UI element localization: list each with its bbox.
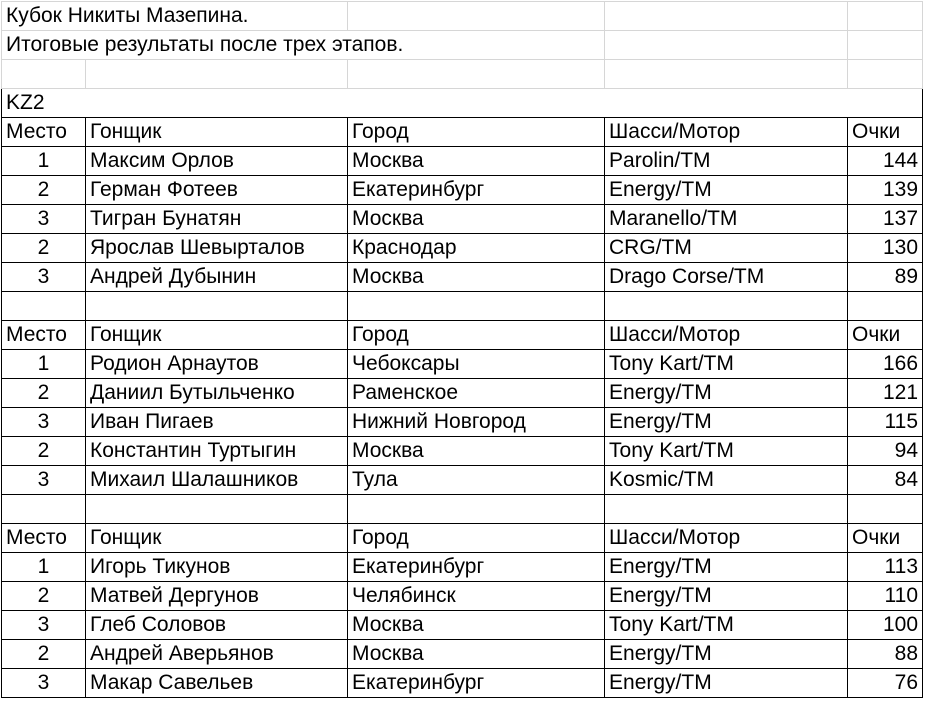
empty-cell[interactable] (605, 31, 848, 60)
city-cell[interactable]: Москва (348, 147, 605, 176)
empty-cell[interactable] (348, 292, 605, 321)
empty-cell[interactable] (348, 495, 605, 524)
place-cell[interactable]: 3 (2, 408, 86, 437)
class-name-cell[interactable]: KZ2 (2, 89, 923, 118)
points-cell[interactable]: 84 (848, 466, 923, 495)
blank-row (2, 60, 923, 89)
table-row (2, 379, 923, 408)
empty-cell[interactable] (348, 2, 605, 31)
chassis-cell[interactable]: Energy/TM (605, 176, 848, 205)
city-cell[interactable]: Москва (348, 205, 605, 234)
table-row (2, 669, 923, 698)
place-cell[interactable]: 3 (2, 611, 86, 640)
points-cell[interactable]: 144 (848, 147, 923, 176)
table-row (2, 147, 923, 176)
table-row (2, 408, 923, 437)
points-cell[interactable]: 94 (848, 437, 923, 466)
header-points[interactable]: Очки (848, 321, 923, 350)
sheet-title[interactable]: Кубок Никиты Мазепина. (2, 2, 348, 31)
chassis-cell[interactable]: Drago Corse/TM (605, 263, 848, 292)
chassis-cell[interactable]: Energy/TM (605, 640, 848, 669)
place-cell[interactable]: 3 (2, 466, 86, 495)
header-chassis[interactable]: Шасси/Мотор (605, 524, 848, 553)
driver-cell[interactable]: Андрей Дубынин (86, 263, 348, 292)
sheet-subtitle[interactable]: Итоговые результаты после трех этапов. (2, 31, 605, 60)
chassis-cell[interactable]: CRG/TM (605, 234, 848, 263)
place-cell[interactable]: 2 (2, 437, 86, 466)
place-cell[interactable]: 2 (2, 640, 86, 669)
header-points[interactable]: Очки (848, 118, 923, 147)
city-cell[interactable]: Екатеринбург (348, 176, 605, 205)
driver-cell[interactable]: Родион Арнаутов (86, 350, 348, 379)
header-driver[interactable]: Гонщик (86, 118, 348, 147)
driver-cell[interactable]: Игорь Тикунов (86, 553, 348, 582)
city-cell[interactable]: Раменское (348, 379, 605, 408)
driver-cell[interactable]: Иван Пигаев (86, 408, 348, 437)
table-row (2, 205, 923, 234)
empty-cell[interactable] (2, 495, 86, 524)
header-driver[interactable]: Гонщик (86, 524, 348, 553)
header-place[interactable]: Место (2, 524, 86, 553)
table-row (2, 611, 923, 640)
points-cell[interactable]: 100 (848, 611, 923, 640)
chassis-cell[interactable]: Energy/TM (605, 408, 848, 437)
points-cell[interactable]: 76 (848, 669, 923, 698)
driver-cell[interactable]: Макар Савельев (86, 669, 348, 698)
city-cell[interactable]: Екатеринбург (348, 553, 605, 582)
header-place[interactable]: Место (2, 118, 86, 147)
chassis-cell[interactable]: Energy/TM (605, 582, 848, 611)
points-cell[interactable]: 139 (848, 176, 923, 205)
city-cell[interactable]: Краснодар (348, 234, 605, 263)
empty-cell[interactable] (848, 2, 923, 31)
driver-cell[interactable]: Даниил Бутыльченко (86, 379, 348, 408)
empty-cell[interactable] (86, 292, 348, 321)
empty-cell[interactable] (2, 292, 86, 321)
spacer-row (2, 292, 923, 321)
header-place[interactable]: Место (2, 321, 86, 350)
header-points[interactable]: Очки (848, 524, 923, 553)
points-cell[interactable]: 137 (848, 205, 923, 234)
city-cell[interactable]: Москва (348, 263, 605, 292)
city-cell[interactable]: Челябинск (348, 582, 605, 611)
chassis-cell[interactable]: Maranello/TM (605, 205, 848, 234)
header-row (2, 321, 923, 350)
table-row (2, 553, 923, 582)
empty-cell[interactable] (86, 495, 348, 524)
empty-cell[interactable] (848, 495, 923, 524)
table-row (2, 263, 923, 292)
empty-cell[interactable] (848, 31, 923, 60)
driver-cell[interactable]: Максим Орлов (86, 147, 348, 176)
place-cell[interactable]: 2 (2, 176, 86, 205)
points-cell[interactable]: 113 (848, 553, 923, 582)
driver-cell[interactable]: Андрей Аверьянов (86, 640, 348, 669)
empty-cell[interactable] (605, 60, 848, 89)
table-row (2, 234, 923, 263)
points-cell[interactable]: 166 (848, 350, 923, 379)
city-cell[interactable]: Екатеринбург (348, 669, 605, 698)
empty-cell[interactable] (848, 60, 923, 89)
city-cell[interactable]: Москва (348, 437, 605, 466)
place-cell[interactable]: 3 (2, 669, 86, 698)
table-row (2, 176, 923, 205)
chassis-cell[interactable]: Kosmic/TM (605, 466, 848, 495)
empty-cell[interactable] (848, 292, 923, 321)
city-cell[interactable]: Нижний Новгород (348, 408, 605, 437)
empty-cell[interactable] (348, 60, 605, 89)
header-row (2, 524, 923, 553)
points-cell[interactable]: 88 (848, 640, 923, 669)
points-cell[interactable]: 115 (848, 408, 923, 437)
header-driver[interactable]: Гонщик (86, 321, 348, 350)
table-row (2, 466, 923, 495)
results-spreadsheet (1, 1, 923, 698)
class-row (2, 89, 923, 118)
driver-cell[interactable]: Ярослав Шевырталов (86, 234, 348, 263)
driver-cell[interactable]: Михаил Шалашников (86, 466, 348, 495)
place-cell[interactable]: 2 (2, 234, 86, 263)
chassis-cell[interactable]: Energy/TM (605, 669, 848, 698)
city-cell[interactable]: Чебоксары (348, 350, 605, 379)
header-chassis[interactable]: Шасси/Мотор (605, 321, 848, 350)
subtitle-row (2, 31, 923, 60)
sheet-body (2, 2, 923, 698)
empty-cell[interactable] (2, 60, 86, 89)
points-cell[interactable]: 130 (848, 234, 923, 263)
points-cell[interactable]: 110 (848, 582, 923, 611)
chassis-cell[interactable]: Tony Kart/TM (605, 350, 848, 379)
chassis-cell[interactable]: Energy/TM (605, 553, 848, 582)
chassis-cell[interactable]: Parolin/TM (605, 147, 848, 176)
table-row (2, 640, 923, 669)
spacer-row (2, 495, 923, 524)
place-cell[interactable]: 2 (2, 379, 86, 408)
place-cell[interactable]: 2 (2, 582, 86, 611)
empty-cell[interactable] (86, 60, 348, 89)
chassis-cell[interactable]: Tony Kart/TM (605, 437, 848, 466)
header-chassis[interactable]: Шасси/Мотор (605, 118, 848, 147)
table-row (2, 582, 923, 611)
header-row (2, 118, 923, 147)
place-cell[interactable]: 1 (2, 350, 86, 379)
points-cell[interactable]: 121 (848, 379, 923, 408)
driver-cell[interactable]: Матвей Дергунов (86, 582, 348, 611)
place-cell[interactable]: 1 (2, 553, 86, 582)
driver-cell[interactable]: Тигран Бунатян (86, 205, 348, 234)
place-cell[interactable]: 1 (2, 147, 86, 176)
table-row (2, 437, 923, 466)
driver-cell[interactable]: Глеб Соловов (86, 611, 348, 640)
driver-cell[interactable]: Константин Туртыгин (86, 437, 348, 466)
header-city[interactable]: Город (348, 118, 605, 147)
empty-cell[interactable] (605, 495, 848, 524)
title-row (2, 2, 923, 31)
chassis-cell[interactable]: Tony Kart/TM (605, 611, 848, 640)
table-row (2, 350, 923, 379)
driver-cell[interactable]: Герман Фотеев (86, 176, 348, 205)
place-cell[interactable]: 3 (2, 205, 86, 234)
city-cell[interactable]: Тула (348, 466, 605, 495)
city-cell[interactable]: Москва (348, 640, 605, 669)
empty-cell[interactable] (605, 2, 848, 31)
empty-cell[interactable] (605, 292, 848, 321)
city-cell[interactable]: Москва (348, 611, 605, 640)
place-cell[interactable]: 3 (2, 263, 86, 292)
header-city[interactable]: Город (348, 321, 605, 350)
points-cell[interactable]: 89 (848, 263, 923, 292)
header-city[interactable]: Город (348, 524, 605, 553)
chassis-cell[interactable]: Energy/TM (605, 379, 848, 408)
